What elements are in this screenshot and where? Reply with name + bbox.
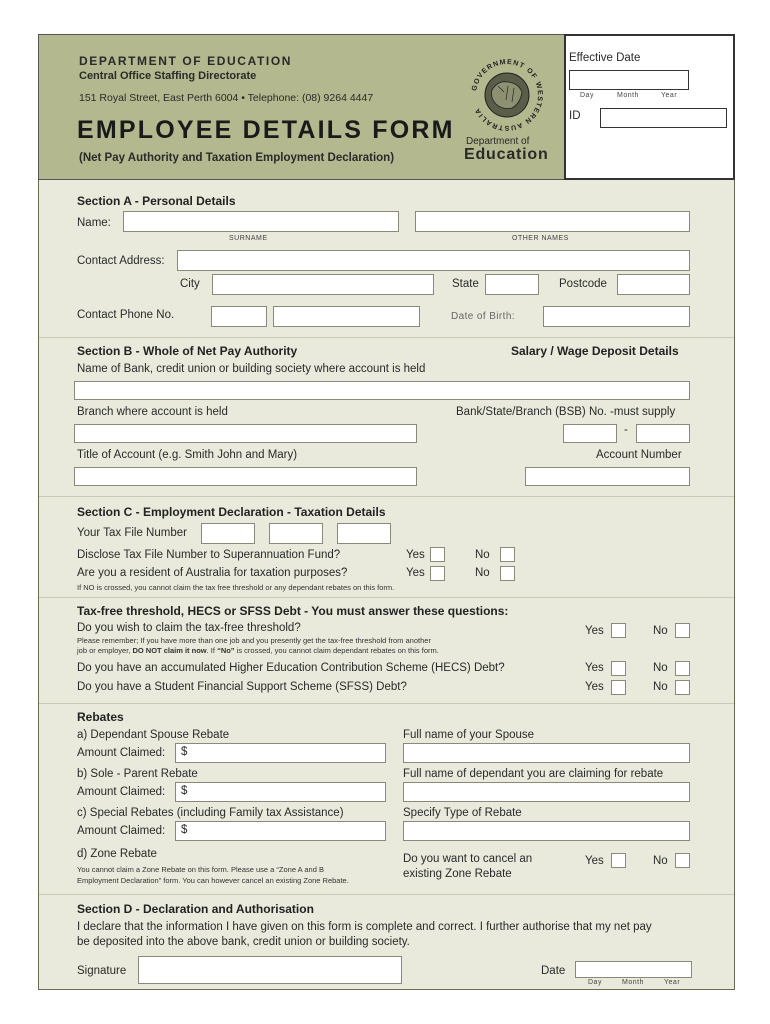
account-number-label: Account Number (596, 449, 682, 461)
section-d-title: Section D - Declaration and Authorisation (77, 902, 314, 916)
declaration-text-1: I declare that the information I have given on this form is complete and correct. I further authorise that my net pay (77, 921, 652, 933)
bank-name-label: Name of Bank, credit union or building society where account is held (77, 363, 426, 375)
hecs-question: Do you have an accumulated Higher Education Contribution Scheme (HECS) Debt? (77, 662, 505, 674)
bsb-field-1[interactable] (563, 424, 617, 443)
effective-date-month: Month (617, 92, 639, 99)
date-of-birth-label: Date of Birth: (451, 311, 515, 322)
rebate-b-amount-label: Amount Claimed: (77, 786, 166, 798)
bsb-dash: - (624, 424, 628, 436)
surname-caption: SURNAME (229, 235, 268, 242)
other-names-field[interactable] (415, 211, 690, 232)
sfss-yes-checkbox[interactable] (611, 680, 626, 695)
sfss-no-label: No (653, 681, 668, 693)
threshold-no-label: No (653, 625, 668, 637)
declaration-date-day: Day (588, 979, 602, 986)
divider (39, 337, 734, 338)
rebates-title: Rebates (77, 710, 124, 724)
city-label: City (180, 278, 200, 290)
branch-field[interactable] (74, 424, 417, 443)
city-field[interactable] (212, 274, 434, 295)
rebate-c-label: c) Special Rebates (including Family tax Assistance) (77, 807, 344, 819)
tfn-field-2[interactable] (269, 523, 323, 544)
resident-no-label: No (475, 567, 490, 579)
rebate-d-label: d) Zone Rebate (77, 848, 157, 860)
rebate-c-amount-field[interactable] (175, 821, 386, 841)
sfss-question: Do you have a Student Financial Support Scheme (SFSS) Debt? (77, 681, 407, 693)
id-label: ID (569, 110, 581, 122)
rebate-type-field[interactable] (403, 821, 690, 841)
title-of-account-field[interactable] (74, 467, 417, 486)
rebate-c-amount-label: Amount Claimed: (77, 825, 166, 837)
form-subtitle: (Net Pay Authority and Taxation Employment Declaration) (79, 152, 395, 164)
government-seal-icon (468, 56, 546, 134)
sfss-yes-label: Yes (585, 681, 604, 693)
tfn-field-1[interactable] (201, 523, 255, 544)
resident-yes-label: Yes (406, 567, 425, 579)
threshold-note-line1: Please remember; If you have more than one job and you presently get the tax-free threshold from another (77, 636, 431, 645)
date-of-birth-field[interactable] (543, 306, 690, 327)
directorate-name: Central Office Staffing Directorate (79, 70, 257, 82)
spouse-name-label: Full name of your Spouse (403, 729, 535, 741)
dependant-name-field[interactable] (403, 782, 690, 802)
dollar-sign: $ (181, 824, 188, 836)
disclose-no-label: No (475, 549, 490, 561)
state-field[interactable] (485, 274, 539, 295)
divider (39, 703, 734, 704)
postcode-label: Postcode (559, 278, 607, 290)
threshold-no-checkbox[interactable] (675, 623, 690, 638)
hecs-no-checkbox[interactable] (675, 661, 690, 676)
contact-phone-label: Contact Phone No. (77, 309, 175, 321)
threshold-title: Tax-free threshold, HECS or SFSS Debt - You must answer these questions: (77, 604, 509, 618)
hecs-no-label: No (653, 662, 668, 674)
bank-name-field[interactable] (74, 381, 690, 400)
name-label: Name: (77, 217, 111, 229)
zone-rebate-note-2: Employment Declaration” form. You can however cancel an existing Zone Rebate. (77, 876, 349, 885)
logo-education: Education (464, 146, 549, 163)
zone-yes-checkbox[interactable] (611, 853, 626, 868)
bsb-label: Bank/State/Branch (BSB) No. -must supply (456, 406, 676, 418)
id-field[interactable] (600, 108, 727, 128)
divider (39, 894, 734, 895)
cancel-zone-rebate-question-2: existing Zone Rebate (403, 868, 512, 880)
contact-address-field[interactable] (177, 250, 690, 271)
section-b-title: Section B - Whole of Net Pay Authority (77, 344, 298, 358)
title-of-account-label: Title of Account (e.g. Smith John and Mary) (77, 449, 298, 461)
disclose-yes-checkbox[interactable] (430, 547, 445, 562)
phone-area-code-field[interactable] (211, 306, 267, 327)
department-address: 151 Royal Street, East Perth 6004 • Telephone: (08) 9264 4447 (79, 92, 374, 104)
account-number-field[interactable] (525, 467, 690, 486)
tax-file-number-label: Your Tax File Number (77, 527, 187, 539)
rebate-a-amount-field[interactable] (175, 743, 386, 763)
threshold-question: Do you wish to claim the tax-free threshold? (77, 622, 301, 634)
section-c-title: Section C - Employment Declaration - Taxation Details (77, 505, 386, 519)
threshold-yes-checkbox[interactable] (611, 623, 626, 638)
other-names-caption: OTHER NAMES (512, 235, 569, 242)
surname-field[interactable] (123, 211, 399, 232)
resident-note: If NO is crossed, you cannot claim the tax free threshold or any dependant rebates on this form. (77, 583, 395, 592)
department-name: DEPARTMENT OF EDUCATION (79, 54, 293, 68)
zone-no-checkbox[interactable] (675, 853, 690, 868)
dollar-sign: $ (181, 746, 188, 758)
zone-yes-label: Yes (585, 855, 604, 867)
hecs-yes-checkbox[interactable] (611, 661, 626, 676)
disclose-no-checkbox[interactable] (500, 547, 515, 562)
effective-date-day: Day (580, 92, 594, 99)
section-a-title: Section A - Personal Details (77, 194, 236, 208)
disclose-yes-label: Yes (406, 549, 425, 561)
declaration-date-month: Month (622, 979, 644, 986)
sfss-no-checkbox[interactable] (675, 680, 690, 695)
date-label: Date (541, 965, 566, 977)
rebate-a-label: a) Dependant Spouse Rebate (77, 729, 230, 741)
branch-label: Branch where account is held (77, 406, 228, 418)
divider (39, 496, 734, 497)
resident-no-checkbox[interactable] (500, 566, 515, 581)
resident-yes-checkbox[interactable] (430, 566, 445, 581)
spouse-name-field[interactable] (403, 743, 690, 763)
tfn-field-3[interactable] (337, 523, 391, 544)
declaration-date-year: Year (664, 979, 681, 986)
hecs-yes-label: Yes (585, 662, 604, 674)
effective-date-field[interactable] (569, 70, 689, 90)
svg-text:GOVERNMENT OF WESTERN AUSTRALI: GOVERNMENT OF WESTERN AUSTRALIA (471, 58, 544, 132)
rebate-type-label: Specify Type of Rebate (403, 807, 522, 819)
effective-date-year: Year (661, 92, 678, 99)
resident-question: Are you a resident of Australia for taxation purposes? (77, 567, 348, 579)
rebate-b-amount-field[interactable] (175, 782, 386, 802)
phone-number-field[interactable] (273, 306, 420, 327)
signature-field[interactable] (138, 956, 402, 984)
cancel-zone-rebate-question-1: Do you want to cancel an (403, 853, 533, 865)
threshold-note-line2: job or employer, DO NOT claim it now. If “No” is crossed, you cannot claim dependant rebates on this form. (77, 646, 439, 655)
rebate-a-amount-label: Amount Claimed: (77, 747, 166, 759)
form-title: EMPLOYEE DETAILS FORM (77, 116, 455, 144)
divider (39, 597, 734, 598)
contact-address-label: Contact Address: (77, 255, 165, 267)
declaration-text-2: be deposited into the above bank, credit union or building society. (77, 936, 410, 948)
effective-date-label: Effective Date (569, 52, 641, 64)
rebate-b-label: b) Sole - Parent Rebate (77, 768, 198, 780)
bsb-field-2[interactable] (636, 424, 690, 443)
postcode-field[interactable] (617, 274, 690, 295)
declaration-date-field[interactable] (575, 961, 692, 978)
logo-department-of: Department of (466, 136, 530, 147)
dependant-name-label: Full name of dependant you are claiming for rebate (403, 768, 664, 780)
deposit-details-title: Salary / Wage Deposit Details (511, 344, 679, 358)
signature-label: Signature (77, 965, 127, 977)
threshold-yes-label: Yes (585, 625, 604, 637)
dollar-sign: $ (181, 785, 188, 797)
disclose-tfn-question: Disclose Tax File Number to Superannuation Fund? (77, 549, 341, 561)
zone-rebate-note-1: You cannot claim a Zone Rebate on this form. Please use a “Zone A and B (77, 865, 324, 874)
state-label: State (452, 278, 479, 290)
zone-no-label: No (653, 855, 668, 867)
